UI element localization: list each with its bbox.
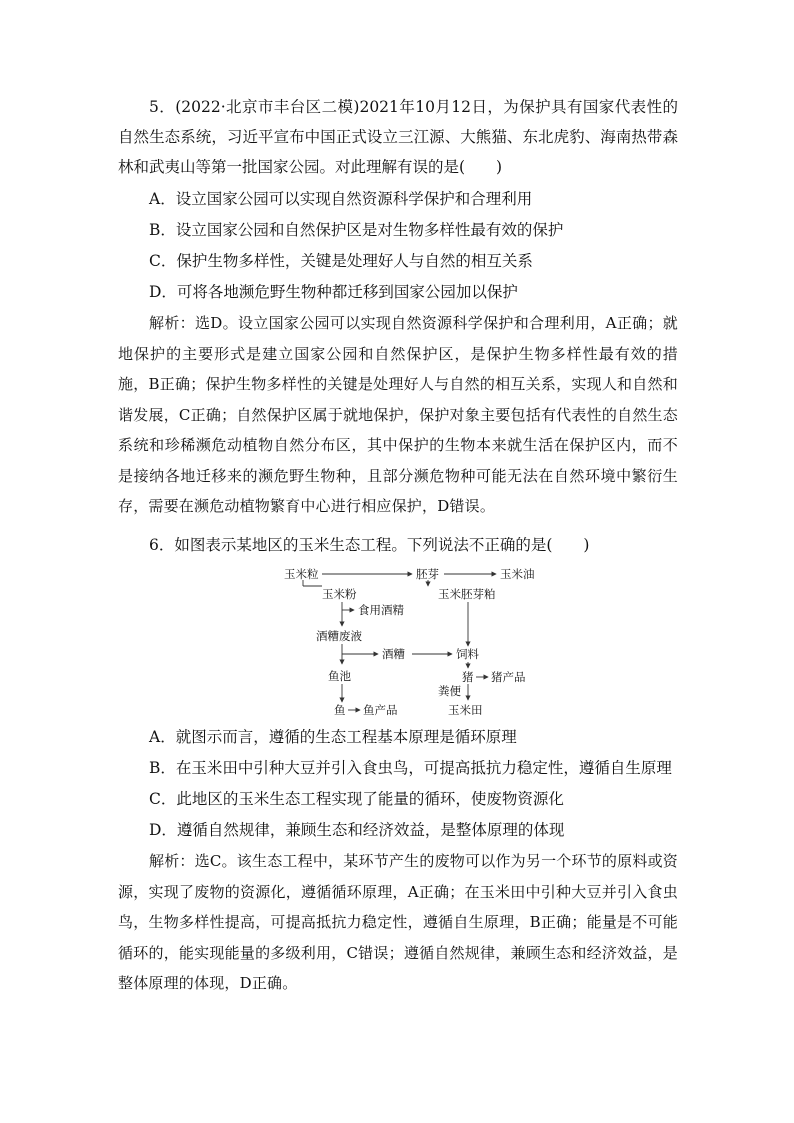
q5-option-b: B．设立国家公园和自然保护区是对生物多样性最有效的保护 [149, 221, 564, 239]
q5-option-d: D．可将各地濒危野生物种都迁移到国家公园加以保护 [149, 283, 518, 301]
q6-option-b: B．在玉米田中引种大豆并引入食虫鸟，可提高抵抗力稳定性，遵循自生原理 [149, 759, 672, 777]
q5-option-a: A．设立国家公园可以实现自然资源科学保护和合理利用 [149, 190, 533, 208]
node-pig-products: 猪产品 [491, 670, 526, 684]
node-fish-products: 鱼产品 [363, 703, 398, 717]
node-fish: 鱼 [334, 703, 346, 717]
node-germ: 胚芽 [416, 567, 439, 581]
q5-option-c: C．保护生物多样性，关键是处理好人与自然的相互关系 [149, 252, 533, 270]
node-feed: 饲料 [456, 647, 479, 661]
corn-eco-diagram [270, 560, 540, 720]
q6-option-a: A．就图示而言，遵循的生态工程基本原理是循环原理 [149, 728, 517, 746]
node-edible-alcohol: 食用酒精 [358, 603, 404, 617]
question-6-stem-block [118, 530, 678, 560]
node-manure: 粪便 [438, 684, 461, 698]
question-6 [118, 722, 678, 999]
node-distillers-grain: 酒糟 [382, 647, 405, 661]
q6-analysis: 解析：选C。该生态工程中，某环节产生的废物可以作为另一个环节的原料或资源，实现了废物的资源化，遵循循环原理，A正确；在玉米田中引种大豆并引入食虫鸟，生物多样性提高，可提高抵抗力稳定性，遵循自生原理，B正确；能量是不可能循环的，能实现能量的多级利用，C错误；遵循自然规律，兼顾生态和经济效益，是整体原理的体现，D正确。 [118, 852, 678, 992]
question-5 [118, 92, 678, 522]
q5-analysis: 解析：选D。设立国家公园可以实现自然资源科学保护和合理利用，A正确；就地保护的主要形式是建立国家公园和自然保护区，是保护生物多样性最有效的措施，B正确；保护生物多样性的关键是处理好人与自然的相互关系，实现人和自然和谐发展，C正确；自然保护区属于就地保护，保护对象主要包括有代表性的自然生态系统和珍稀濒危动植物自然分布区，其中保护的生物本来就生活在保护区内，而不是接纳各地迁移来的濒危野生物种，且部分濒危物种可能无法在自然环境中繁衍生存，需要在濒危动植物繁育中心进行相应保护，D错误。 [118, 314, 678, 515]
node-corn-grain: 玉米粒 [284, 567, 319, 581]
q5-stem: 5．(2022·北京市丰台区二模)2021年10月12日，为保护具有国家代表性的自然生态系统，习近平宣布中国正式设立三江源、大熊猫、东北虎豹、海南热带森林和武夷山等第一批国家公园。对此理解有误的是( ) [118, 98, 678, 176]
node-pig: 猪 [462, 670, 474, 684]
node-cornfield: 玉米田 [448, 703, 483, 717]
node-corn-flour: 玉米粉 [322, 587, 357, 601]
q6-stem: 6．如图表示某地区的玉米生态工程。下列说法不正确的是( ) [149, 536, 590, 554]
node-corn-oil: 玉米油 [500, 567, 535, 581]
node-germ-meal: 玉米胚芽粕 [438, 587, 496, 601]
q6-option-d: D．遵循自然规律，兼顾生态和经济效益，是整体原理的体现 [149, 821, 565, 839]
node-waste-liquid: 酒糟废液 [316, 629, 362, 643]
q6-option-c: C．此地区的玉米生态工程实现了能量的循环，使废物资源化 [149, 790, 564, 808]
node-fish-pond: 鱼池 [328, 669, 351, 683]
